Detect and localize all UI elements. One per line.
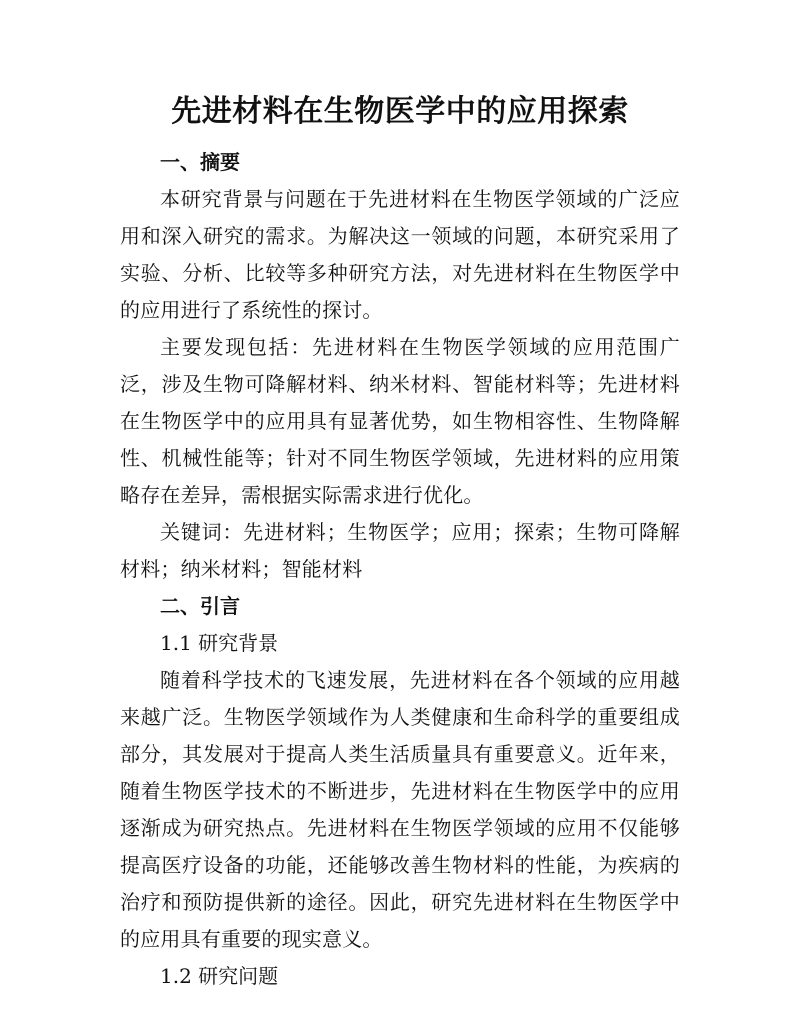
document-title: 先进材料在生物医学中的应用探索 <box>171 94 629 129</box>
subsection-heading-research-question: 1.2 研究问题 <box>160 964 279 988</box>
background-paragraph: 随着科学技术的飞速发展，先进材料在各个领域的应用越来越广泛。生物医学领域作为人类健康和生命科学的重要组成部分，其发展对于提高人类生活质量具有重要意义。近年来，随着生物医学技术的不断进步，先进材料在生物医学中的应用逐渐成为研究热点。先进材料在生物医学领域的应用不仅能够提高医疗设备的功能，还能够改善生物材料的性能，为疾病的治疗和预防提供新的途径。因此，研究先进材料在生物医学中的应用具有重要的现实意义。 <box>120 668 680 951</box>
keywords-paragraph: 关键词：先进材料；生物医学；应用；探索；生物可降解材料；纳米材料；智能材料 <box>120 520 680 581</box>
abstract-paragraph-1: 本研究背景与问题在于先进材料在生物医学领域的广泛应用和深入研究的需求。为解决这一领域的问题，本研究采用了实验、分析、比较等多种研究方法，对先进材料在生物医学中的应用进行了系统性的探讨。 <box>120 187 680 322</box>
section-heading-introduction: 二、引言 <box>160 594 240 618</box>
section-heading-abstract: 一、摘要 <box>160 150 240 174</box>
subsection-heading-background: 1.1 研究背景 <box>160 631 279 655</box>
abstract-paragraph-2: 主要发现包括：先进材料在生物医学领域的应用范围广泛，涉及生物可降解材料、纳米材料、智能材料等；先进材料在生物医学中的应用具有显著优势，如生物相容性、生物降解性、机械性能等；针对不同生物医学领域，先进材料的应用策略存在差异，需根据实际需求进行优化。 <box>120 335 680 507</box>
